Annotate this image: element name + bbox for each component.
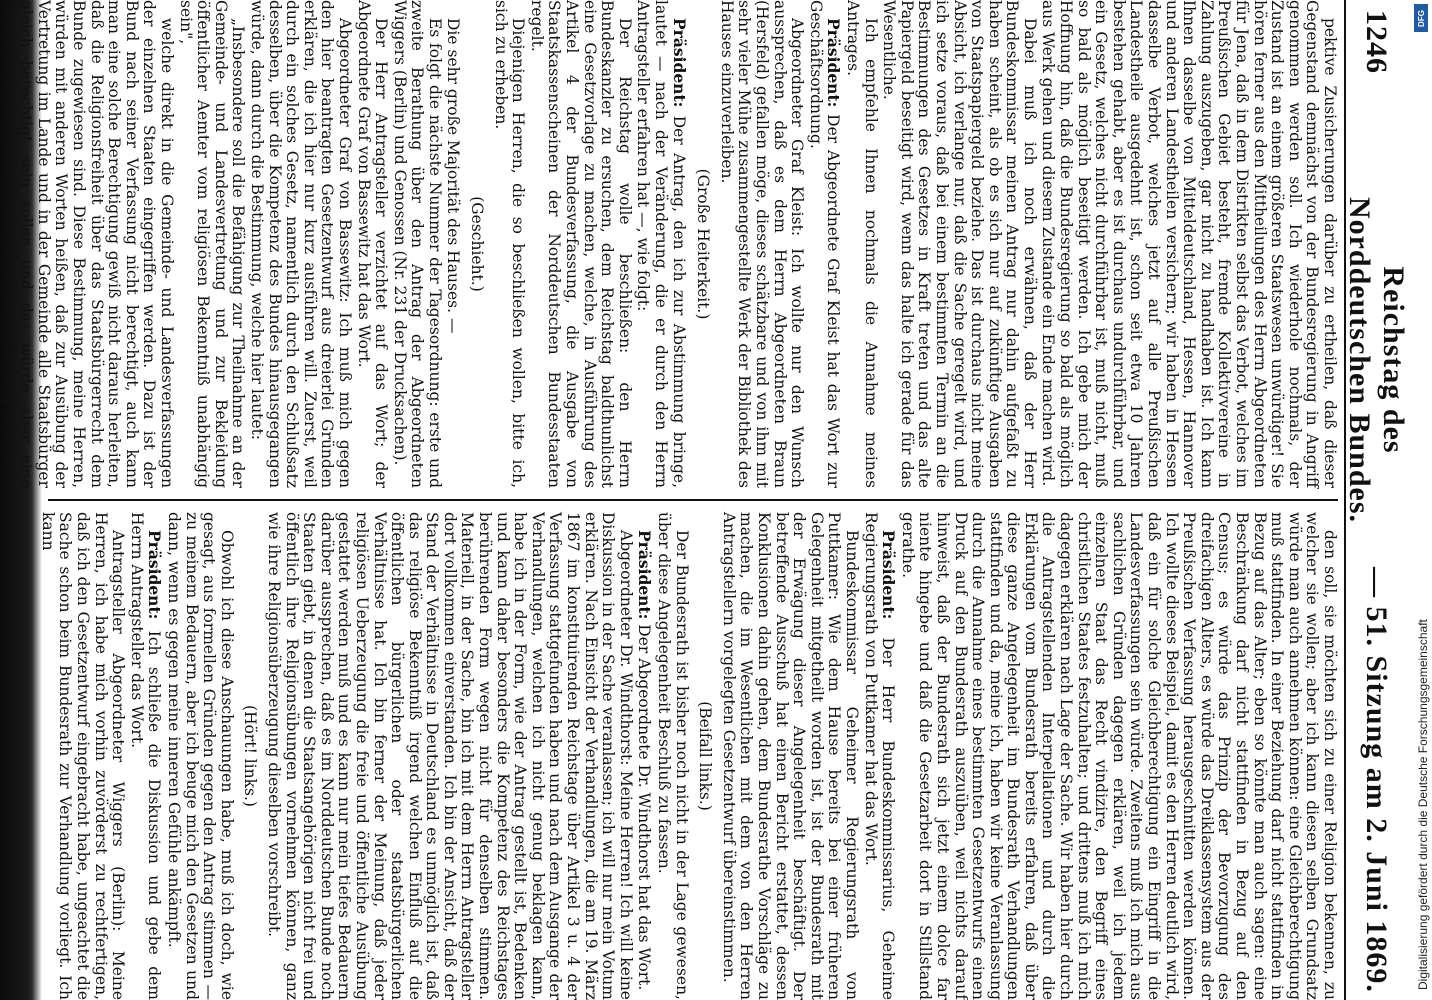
paragraph-text: Ich schließe die Diskussion und gebe dem Herrn Antragsteller das Wort. [127,512,164,1000]
paragraph: Bundeskommissar Geheimer Regierungsrath von Puttkamer: Wie dem Hause bereits bei einer früheren Gelegenheit mitgetheilt worden ist, ist der Bundesrath mit der Erwägung dieser Angelegenheit beschäftigt. Der betreffende Ausschuß hat einen Bericht erstattet, dessen Konklusionen dahin gehen, dem Bundesrathe Vorschläge zu machen, die im Wesentlichen mit dem von den Herren Antragstellern vorgelegten Gesetzentwurf übereinstimmen. [719,512,861,1000]
stage-direction: (Beifall links.) [696,701,715,811]
paragraph: Der Reichstag wolle beschließen: den Herrn Bundeskanzler zu ersuchen, dem Reichstag baldthunlichst eine Gesetzvorlage zu machen, welche, in Ausführung des Artikel 4 der Bundesverfassung, die Ausgabe von Staatskassenscheinen der Norddeutschen Bundesstaaten regelt. [527,0,634,488]
speaker-label: Präsident: [879,530,899,620]
paragraph: Der Herr Antragsteller verzichtet auf das Wort; der Abgeordnete Graf von Bassewitz hat das Wort. [354,0,391,488]
paragraph: Abgeordneter Dr. Windthorst: Meine Herren! Ich will keine Diskussion in der Sache veranlassen; ich will nur mein Votum erklären. Nach Einsicht der Verhandlungen, die am 19. März 1867 im konstituirenden Reichstage über Artikel 3 u. 4 der Verfassung stattgefunden haben und nach dem Ausgange der Verhandlungen, welchen ich nicht genug beklagen kann, habe ich in der Form, wie der Antrag gestellt ist, Bedenken und kann daher besonders die Kompetenz des Reichstages berührenden Form wegen nicht für denselben stimmen. Materiell, in der Sache, bin ich mit dem Herrn Antragsteller dort vollkommen einverstanden. Ich bin der Ansicht, daß der Stand der Verhältnisse in Deutschland es unmöglich ist, daß das religiöse Bekenntniß irgend welchen Einfluß auf die öffentlichen bürgerlichen oder staatsbürgerlichen Verhältnisse hat. Ich bin ferner der Meinung, daß jeder religiösen Ueberzeugung die freie und öffentliche Ausübung gestattet werden muß und es kann nur mein tiefes Bedauern darüber aussprechen, daß es im Norddeutschen Bunde noch Staaten giebt, in denen die Staatsangehörigen nicht frei und öffentlich ihre Religionsübungen vornehmen können, ganz wie ihre Religionsüberzeugung dieselben vorschreibt. [264,512,635,1000]
paragraph: den soll, sie möchten sich zu einer Religion bekennen, zu welcher sie wollen; aber ich kann diesen selben Grundsatz würde man auch annehmen können: eine Gleichberechtigung muß stattfinden. In einer Beziehung darf nicht stattfinden in Bezug auf das Alter; eben so könnte man auch sagen: eine Beschränkung darf nicht stattfinden in Bezug auf den Census; es würde das Prinzip der Bevorzugung des dreifachigen Alters, es würde das Dreiklassensystem aus der Preußischen Verfassung herausgeschnitten werden können. Ich wollte dieses Beispiel, damit es den Herren deutlich wird, daß ein für solche Gleichberechtigung ein Eingriff in die Landesverfassungen sein würde. Zweitens muß ich mich aus sachlichen Gründen dagegen erklären, weil ich jedem einzelnen Staat das Recht vindizire, den Begriff eines christlichen Staates festzuhalten; und drittens muß ich mich dagegen erklären nach Lage der Sache. Wir haben hier durch die Antragstellenden Interpellationen und durch die Erklärungen vom Bundesrath bereits erfahren, daß über diese ganze Angelegenheit im Bundesrath Verhandlungen stattfinden und da, meine ich, haben wir keine Veranlassung durch die Annahme eines bestimmten Gesetzentwurfs einen Druck auf den Bundesrath auszuüben, weil nichts darauf hinweist, daß der Bundesrath sich jetzt einem dolce far niente hingebe und daß die Gesetzarbeit dort in Stillstand gerathe. [898,512,1339,1000]
paragraph: Obwohl ich diese Anschauungen habe, muß ich doch, wie gesagt, aus formellen Gründen gegen den Antrag stimmen — zu meinem Bedauern, aber ich beuge mich den Gesetzen und dann, wenn es gegen meine inneren Gefühle ankämpft. [165,512,236,1000]
paragraph-text: Der Abgeordnete Dr. Windthorst hat das Wort. [635,619,654,991]
speaker-label: Präsident: [669,18,689,108]
paragraph [127,512,163,1000]
paragraph: Diejenigen Herren, die so beschließen wollen, bitte ich, sich zu erheben. [491,0,528,488]
paragraph: Abgeordneter Graf von Bassewitz: Ich muß mich gegen den hier beantragten Gesetzentwurf aus dreierlei Gründen erklären, die ich hier nur kurz ausführen will. Zuerst, weil durch ein solches Gesetz, namentlich durch den Schlußsatz desselben, über die Kompetenz des Bundes hinausgegangen würde, dann durch die Bestimmung, welche hier lautet: [247,0,354,488]
paragraph: Die sehr große Majorität des Hauses. — [444,18,463,334]
speaker-label: Präsident: [824,18,844,108]
page-number: 1246 [1360,10,1393,74]
paragraph: Antragsteller Abgeordneter Wiggers (Berlin): Meine Herren, ich habe mich vorhin zuvörderst zu rechtfertigen, daß ich den Gesetzentwurf eingebracht habe, ungeachtet die Sache schon beim Bundesrath zur Verhandlung vorliegt. Ich kann [38,512,128,1000]
paragraph [806,0,842,488]
dfg-sidebar [1402,0,1432,1000]
paragraph: pektive Zusicherungen darüber zu ertheilen, daß dieser Gegenstand demnächst von der Bundesregierung in Angriff genommen werden soll. Ich wiederhole nochmals, der Zustand ist an einem größeren Staatswesen unwürdiger! Sie hören ferner aus den Mittheilungen des Herrn Abgeordneten für Jena, daß in dem Distrikten selbst das Verbot, welches im Preußischen Gebiet besteht, fremde Kollektivvereine in Zahlung auszugeben, gar nicht zu handhaben ist. Ich kann Ihnen dasselbe von Mitteldeutschland, Hessen, Hannover und anderen Landestheilen versichern; wir haben in Hessen dasselbe Verbot, welches jetzt auf alle Preußischen Landestheile ausgedehnt ist, schon seit etwa 10 Jahren bestehen gehabt, aber es ist durchaus undurchführbar, und ein Gesetz, welches nicht durchführbar ist, muß nicht, muß so bald als möglich beseitigt werden. Ich gebe mich der Hoffnung hin, daß die Bundesregierung so bald als möglich aus Werk gehen und diesem Zustande ein Ende machen wird. [1039,0,1339,488]
paragraph-text: Der Abgeordnete Graf Kleist hat das Wort zur Geschäftsordnung. [806,0,843,488]
speaker-label: Präsident: [145,530,165,620]
paragraph: Es folgt die nächste Nummer der Tagesordnung: erste und zweite Berathung über den Antrag der Abgeordneten Wiggers (Berlin) und Genossen (Nr. 231 der Drucksachen). [390,0,444,488]
paragraph: Dabei muß ich noch erwähnen, daß der Herr Bundeskommissar meinen Antrag nur dahin aufgefaßt zu haben scheint, als ob es sich nur auf zukünftige Ausgaben von Staatspapiergeld beziehe. Das ist durchaus nicht meine Absicht, ich verlange nur, daß die Sache geregelt wird, und ich setze voraus, daß bei einem bestimmten Termin an die Bestimmungen des Gesetzes in Kraft treten und das alte Papiergeld beseitigt wird, wenn das halte ich gerade für das Wesentliche. [880,0,1039,488]
paragraph: Ich empfehle Ihnen nochmals die Annahme meines Antrages. [843,0,880,488]
stage-direction: (Hört! links.) [241,705,260,807]
column-divider [48,499,1338,501]
publication-title: Reichstag des Norddeutschen Bundes. [1343,196,1410,524]
session-title: — 51. Sitzung am 2. Juni 1869. [1360,567,1393,993]
paragraph: Der Bundesrath ist bisher noch nicht in der Lage gewesen, über diese Angelegenheit Beschluß zu fassen. [655,512,691,1000]
dfg-notice: Digitalisierung gefördert durch die Deutsche Forschungsgemeinschaft [1416,619,1430,990]
right-column [38,512,1339,1000]
paragraph-text: Der Antrag, den ich zur Abstimmung bringe, lautet — nach der Veränderung, die er durch den Herrn Antragsteller erfahren hat —, wie folgt: [634,0,688,488]
paragraph: welche direkt in die Gemeinde- und Landesverfassungen der einzelnen Staaten eingegriffen werden. Dazu ist der Bund nach seiner Verfassung nicht berechtigt, auch kann man eine solche Berechtigung gewiß nicht daraus herleiten, daß die Religionsfreiheit über das Staatsbürgerrecht dem Bunde zugewiesen sind. Diese Bestimmung, meine Herren, würden mit anderen Worten heißen, daß zur Ausübung der Vertretung im Lande und in der Gemeinde alle Staatsbürger gleich berechtigt sein sollen und das würde aber eine Bestimmung der Landes- und Gemeindeverfassung sein. Hier [0,0,176,488]
page-header [1343,0,1410,1000]
paragraph [861,512,897,1000]
paragraph: Abgeordneter Graf Kleist: Ich wollte nur den Wunsch aussprechen, daß es dem Herrn Abgeordneten Braun (Hersfeld) gefallen möge, dieses schätzbare und von ihm mit sehr vieler Mühe zusammengestellte Werk der Bibliothek des Hauses einzuverleiben. [717,0,807,488]
paragraph [634,0,688,488]
speaker-label: Präsident: [635,530,655,620]
dfg-logo: DFG [1414,4,1428,32]
paragraph-text: Der Herr Bundeskommissarius, Geheime Regierungsrath von Puttkamer hat das Wort. [861,512,898,1000]
paragraph: „Insbesondere soll die Befähigung zur Theilnahme an der Gemeinde- und Landesvertretung und zur Bekleidung öffentlicher Aemter vom religiösen Bekenntniß unabhängig sein", [176,0,248,488]
paragraph [635,512,654,1000]
stage-direction: (Große Heiterkeit.) [694,168,713,320]
left-column [0,0,1339,488]
stage-direction: (Geschieht.) [468,196,487,292]
